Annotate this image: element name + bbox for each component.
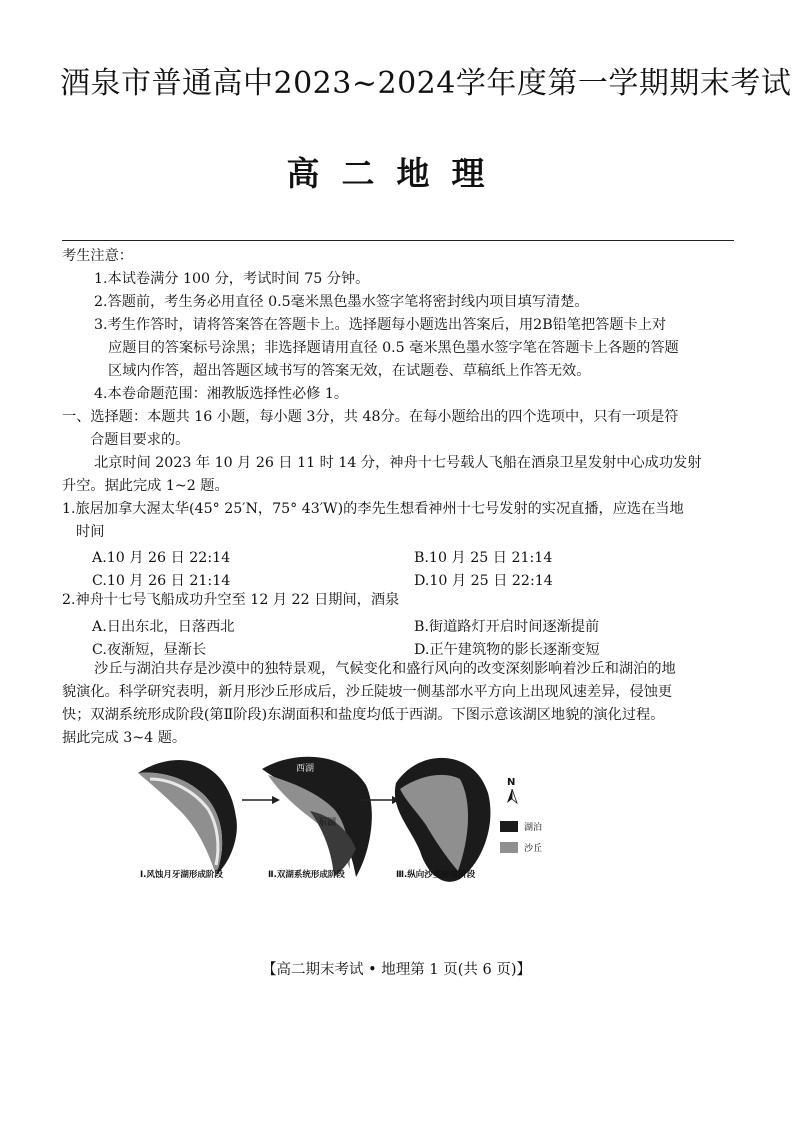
section-heading: 一、选择题：本题共 16 小题，每小题 3分，共 48分。在每小题给出的四个选项中，只有一项是符: [62, 409, 679, 425]
q2-option-c: C.夜渐短，昼渐长: [92, 642, 207, 658]
q1-option-c: C.10 月 26 日 21:14: [92, 573, 231, 589]
notice-item: 4.本卷命题范围：湘教版选择性必修 1。: [94, 386, 349, 402]
legend-dune-label: 沙丘: [524, 844, 543, 854]
section-heading: 合题目要求的。: [90, 432, 190, 448]
notice-item: 2.答题前，考生务必用直径 0.5毫米黑色墨水签字笔将密封线内项目填写清楚。: [94, 294, 589, 310]
passage-text: 沙丘与湖泊共存是沙漠中的独特景观，气候变化和盛行风向的改变深刻影响着沙丘和湖泊的地: [94, 661, 676, 677]
stage-1-diagram: [138, 760, 237, 875]
passage-text: 升空。据此完成 1~2 题。: [62, 478, 229, 494]
stage-3-diagram: [395, 758, 491, 882]
q1-option-b: B.10 月 25 日 21:14: [414, 550, 553, 566]
question-1: 1.旅居加拿大渥太华(45° 25′N，75° 43′W)的李先生想看神州十七号发射的实况直播，应选在当地: [62, 501, 684, 517]
page-footer: 【高二期末考试 • 地理第 1 页(共 6 页)】: [262, 962, 531, 978]
passage-text: 据此完成 3~4 题。: [62, 730, 187, 746]
north-arrow-icon: [507, 777, 517, 803]
legend-lake-swatch: [500, 821, 518, 832]
q1-option-a: A.10 月 26 日 22:14: [92, 550, 231, 566]
notice-item: 区域内作答，超出答题区域书写的答案无效，在试题卷、草稿纸上作答无效。: [108, 363, 591, 379]
passage-text: 北京时间 2023 年 10 月 26 日 11 时 14 分，神舟十七号载人飞船在酒泉卫星发射中心成功发射: [94, 455, 702, 471]
passage-text: 快；双湖系统形成阶段(第Ⅱ阶段)东湖面积和盐度均低于西湖。下图示意该湖区地貌的演化过程。: [62, 707, 665, 723]
legend-dune-swatch: [500, 842, 518, 853]
caption-stage-3: Ⅲ.纵向沙垄形成阶段: [396, 870, 476, 880]
notice-item: 应题目的答案标号涂黑；非选择题请用直径 0.5 毫米黑色墨水签字笔在答题卡上各题的答题: [108, 340, 679, 356]
question-2: 2.神舟十七号飞船成功升空至 12 月 22 日期间，酒泉: [62, 592, 400, 608]
figure-legend: [500, 821, 542, 854]
caption-stage-2: Ⅱ.双湖系统形成阶段: [268, 870, 345, 880]
legend-lake-label: 湖泊: [524, 823, 543, 833]
west-lake-label: 西湖: [296, 764, 315, 774]
notice-item: 1.本试卷满分 100 分，考试时间 75 分钟。: [94, 271, 370, 287]
q1-option-d: D.10 月 25 日 22:14: [414, 573, 553, 589]
north-label: N: [507, 777, 516, 788]
header-divider: [62, 240, 734, 241]
east-lake-label: 东湖: [318, 818, 337, 828]
notice-item: 3.考生作答时，请将答案答在答题卡上。选择题每小题选出答案后，用2B铅笔把答题卡上对: [94, 317, 667, 333]
subject-title: 高二地理: [286, 154, 507, 193]
notice-heading: 考生注意：: [62, 248, 133, 264]
q2-option-d: D.正午建筑物的影长逐渐变短: [414, 642, 600, 658]
arrow-icon: [242, 796, 280, 804]
caption-stage-1: Ⅰ.风蚀月牙湖形成阶段: [140, 870, 223, 880]
question-1: 时间: [76, 524, 105, 540]
landform-evolution-figure: [120, 745, 590, 895]
exam-title: 酒泉市普通高中2023~2024学年度第一学期期末考试: [60, 66, 792, 101]
q2-option-b: B.街道路灯开启时间逐渐提前: [414, 619, 600, 635]
passage-text: 貌演化。科学研究表明，新月形沙丘形成后，沙丘陡坡一侧基部水平方向上出现风速差异，侵蚀更: [62, 684, 673, 700]
q2-option-a: A.日出东北，日落西北: [92, 619, 235, 635]
stage-2-diagram: [262, 757, 372, 877]
